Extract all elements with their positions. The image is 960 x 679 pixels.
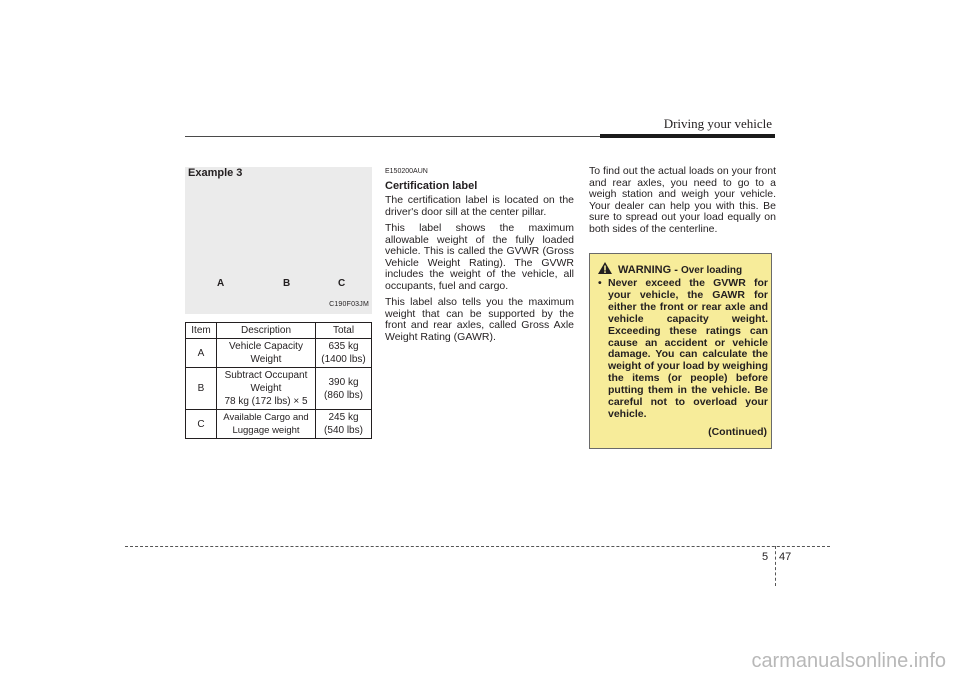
page-header-title: Driving your vehicle — [663, 116, 772, 131]
desc-line: 78 kg (172 lbs) × 5 — [224, 396, 308, 407]
warning-title: WARNING - — [618, 264, 681, 276]
desc-line: Weight — [250, 354, 282, 365]
figure-code: C190F03JM — [329, 301, 369, 308]
table-row — [186, 339, 372, 368]
table-row — [186, 410, 372, 439]
paragraph-gvwr: This label shows the maximum allowable weight of the fully loaded vehicle. This is called the GVWR (Gross Vehicle Weight Rating). The GVWR includes the weight of the vehicle, all occupants, fuel and cargo. — [385, 222, 574, 292]
figure-title: Example 3 — [188, 167, 243, 179]
total-line: 635 kg — [328, 341, 359, 352]
paragraph-location: The certification label is located on the driver's door sill at the center pillar. — [385, 194, 574, 218]
paragraph-gawr: This label also tells you the maximum weight that can be supported by the front and rear axles, called Gross Axle Weight Rating (GAWR). — [385, 296, 574, 343]
table-cell-description — [217, 368, 316, 410]
desc-line: Available Cargo and — [223, 412, 309, 423]
table-header-total: Total — [316, 323, 372, 339]
warning-box — [589, 253, 772, 449]
section-heading: Certification label — [385, 179, 478, 192]
total-line: 390 kg — [328, 376, 359, 388]
weight-table — [185, 322, 372, 439]
total-line: (1400 lbs) — [321, 354, 366, 365]
table-cell-total — [316, 368, 372, 410]
table-cell-item: C — [186, 410, 217, 439]
table-cell-total — [316, 339, 372, 368]
middle-column — [385, 166, 574, 348]
table-row — [186, 368, 372, 410]
total-line: (860 lbs) — [324, 389, 363, 401]
desc-line: Vehicle Capacity — [229, 341, 303, 352]
paragraph-weigh-station: To find out the actual loads on your front and rear axles, you need to go to a weigh station and weigh your vehicle. Your dealer can help you with this. Be sure to spread out your load equally on both sides of the centerline. — [589, 165, 776, 235]
warning-body — [598, 278, 768, 421]
total-line: 245 kg — [328, 412, 359, 423]
warning-text: Never exceed the GVWR for your vehicle, the GAWR for either the front or rear axle and vehicle capacity weight. Exceeding these ratings can cause an accident or vehicle damage. You can calculate the weight of your load by weighing the items (or people) before putting them in the vehicle. Be careful not to overload your vehicle. — [608, 277, 768, 420]
table-header-item: Item — [186, 323, 217, 339]
warning-header — [598, 262, 742, 277]
right-column — [589, 166, 776, 235]
table-cell-item: B — [186, 368, 217, 410]
table-header-row — [186, 323, 372, 339]
warning-triangle-icon — [598, 262, 612, 274]
figure-letter-b: B — [283, 278, 291, 289]
section-code: E150200AUN — [385, 168, 428, 175]
table-cell-description — [217, 410, 316, 439]
figure-letter-a: A — [217, 278, 225, 289]
footer-rule — [125, 546, 830, 547]
warning-continued: (Continued) — [708, 426, 767, 438]
table-cell-total — [316, 410, 372, 439]
page-number: 47 — [779, 551, 792, 563]
figure-letter-c: C — [338, 278, 346, 289]
page-chapter: 5 — [762, 551, 769, 563]
table-cell-description — [217, 339, 316, 368]
example-figure — [185, 167, 372, 314]
desc-line: Luggage weight — [232, 425, 300, 436]
watermark: carmanualsonline.info — [751, 650, 946, 672]
table-cell-item: A — [186, 339, 217, 368]
desc-line: Subtract Occupant — [224, 370, 308, 381]
total-line: (540 lbs) — [324, 425, 363, 436]
table-header-description: Description — [217, 323, 316, 339]
warning-subtitle: Over loading — [680, 265, 743, 276]
footer-divider — [775, 546, 776, 586]
header-rule-accent — [600, 134, 775, 138]
desc-line: Weight — [250, 383, 282, 394]
warning-bullet: • — [598, 277, 602, 289]
